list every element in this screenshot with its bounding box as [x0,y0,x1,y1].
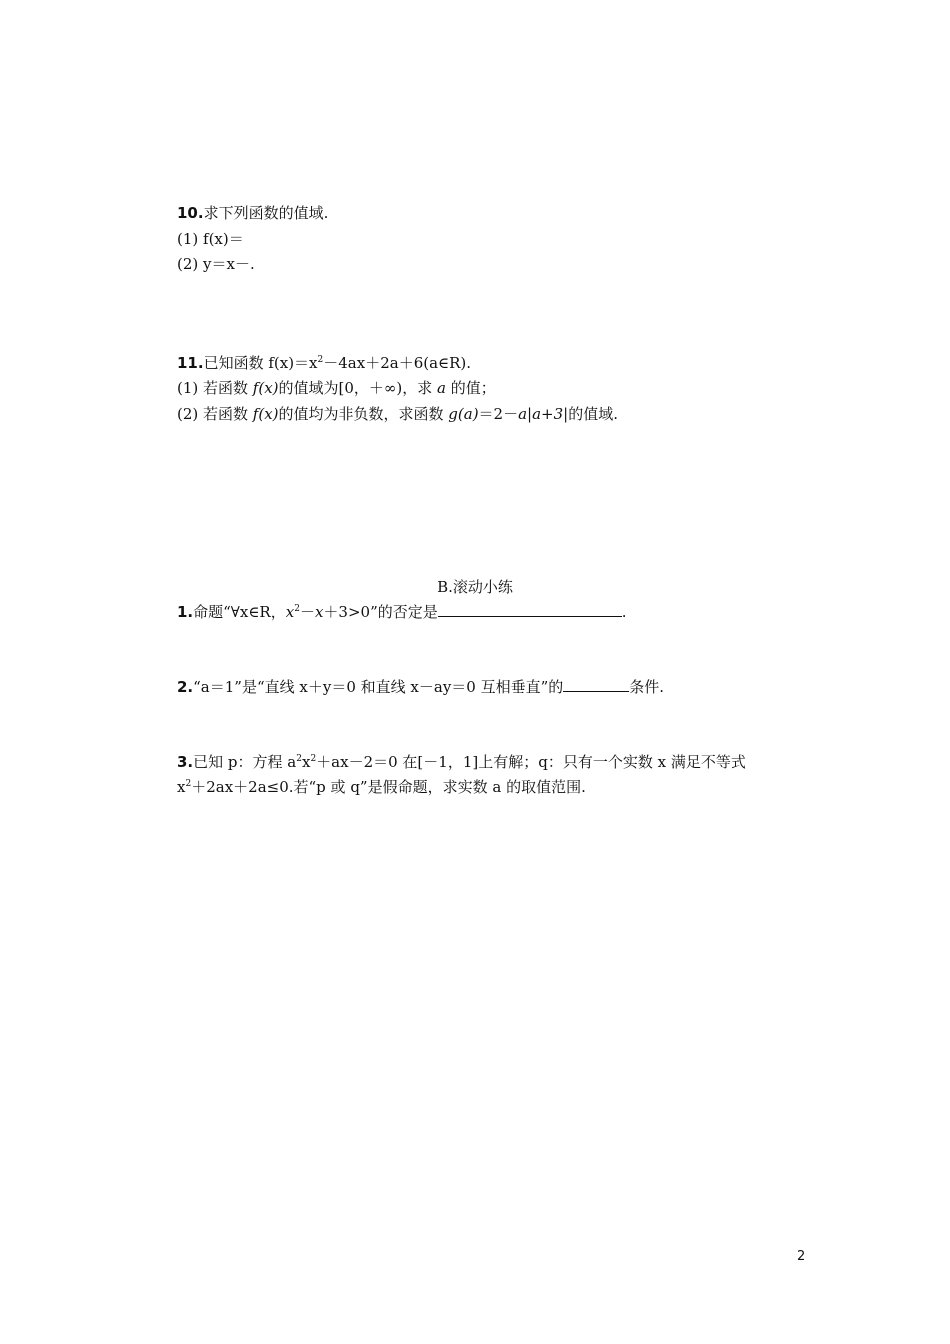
b2-text-end: 条件. [629,678,665,696]
q10-part1: (1) f(x)＝ [177,230,244,248]
q11-part2-g: g(a) [448,405,479,423]
b1-text-x: x [285,603,295,621]
b3-line2-sup: 2 [185,779,192,789]
q11-part2 [177,404,618,424]
page-number: 2 [797,1249,806,1264]
q11-part1-c: 的值； [445,379,496,397]
b3-line1-b: x [301,753,311,771]
b3-line1-sup2: 2 [310,754,317,764]
q11-part1-b: 的值域为[0，＋∞)，求 [278,379,438,397]
b2-text: “a＝1”是“直线 x＋y＝0 和直线 x－ay＝0 互相垂直”的 [193,678,564,696]
q11-stem-a: 已知函数 f(x)＝x [203,354,318,372]
q10-number: 10. [177,204,204,222]
b3-line1 [177,752,746,772]
q11-part2-abs: a|a+3| [518,405,569,423]
q11-part1-var: a [437,379,446,397]
b3-line1-sup1: 2 [296,754,302,764]
q11-stem-sup: 2 [317,355,324,365]
q11-part2-a: (2) 若函数 [177,405,253,423]
b3-line1-c: ＋ax－2＝0 在[－1，1]上有解；q：只有一个实数 x 满足不等式 [316,753,746,771]
q11-part1-fx: f(x) [252,379,279,397]
b1-text-a: 命题“∀x∈R， [193,603,286,621]
b3-line2-a: x [177,778,186,796]
b2-question [177,677,664,697]
b3-line2-b: ＋2ax＋2a≤0.若“p 或 q”是假命题，求实数 a 的取值范围. [191,778,586,796]
section-b-title: B.滚动小练 [437,578,513,596]
q11-part2-c: ＝2－ [478,405,519,423]
q11-part2-fx: f(x) [252,405,279,423]
b1-text-c: ＋3>0”的否定是 [323,603,438,621]
b3-number: 3. [177,753,194,771]
b3-line1-a: 已知 p：方程 a [193,753,297,771]
b2-number: 2. [177,678,194,696]
q10-stem-text: 求下列函数的值域. [203,204,329,222]
b1-text-x2: x [314,603,324,621]
b2-answer-blank[interactable] [563,677,629,692]
q10-stem [177,203,328,223]
q11-part2-b: 的值均为非负数，求函数 [278,405,449,423]
b1-text-sup: 2 [294,604,300,614]
q11-part1 [177,378,496,398]
q11-stem [177,353,471,373]
b1-answer-blank[interactable] [438,602,622,617]
b3-line2 [177,777,586,797]
b1-text-end: . [621,603,627,621]
q11-part1-a: (1) 若函数 [177,379,253,397]
b1-text-b: － [299,603,315,621]
q11-stem-b: －4ax＋2a＋6(a∈R). [323,354,472,372]
q10-part2: (2) y＝x－. [177,255,255,273]
b1-number: 1. [177,603,194,621]
q11-part2-d: 的值域. [568,405,618,423]
q11-number: 11. [177,354,204,372]
b1-question [177,602,627,622]
